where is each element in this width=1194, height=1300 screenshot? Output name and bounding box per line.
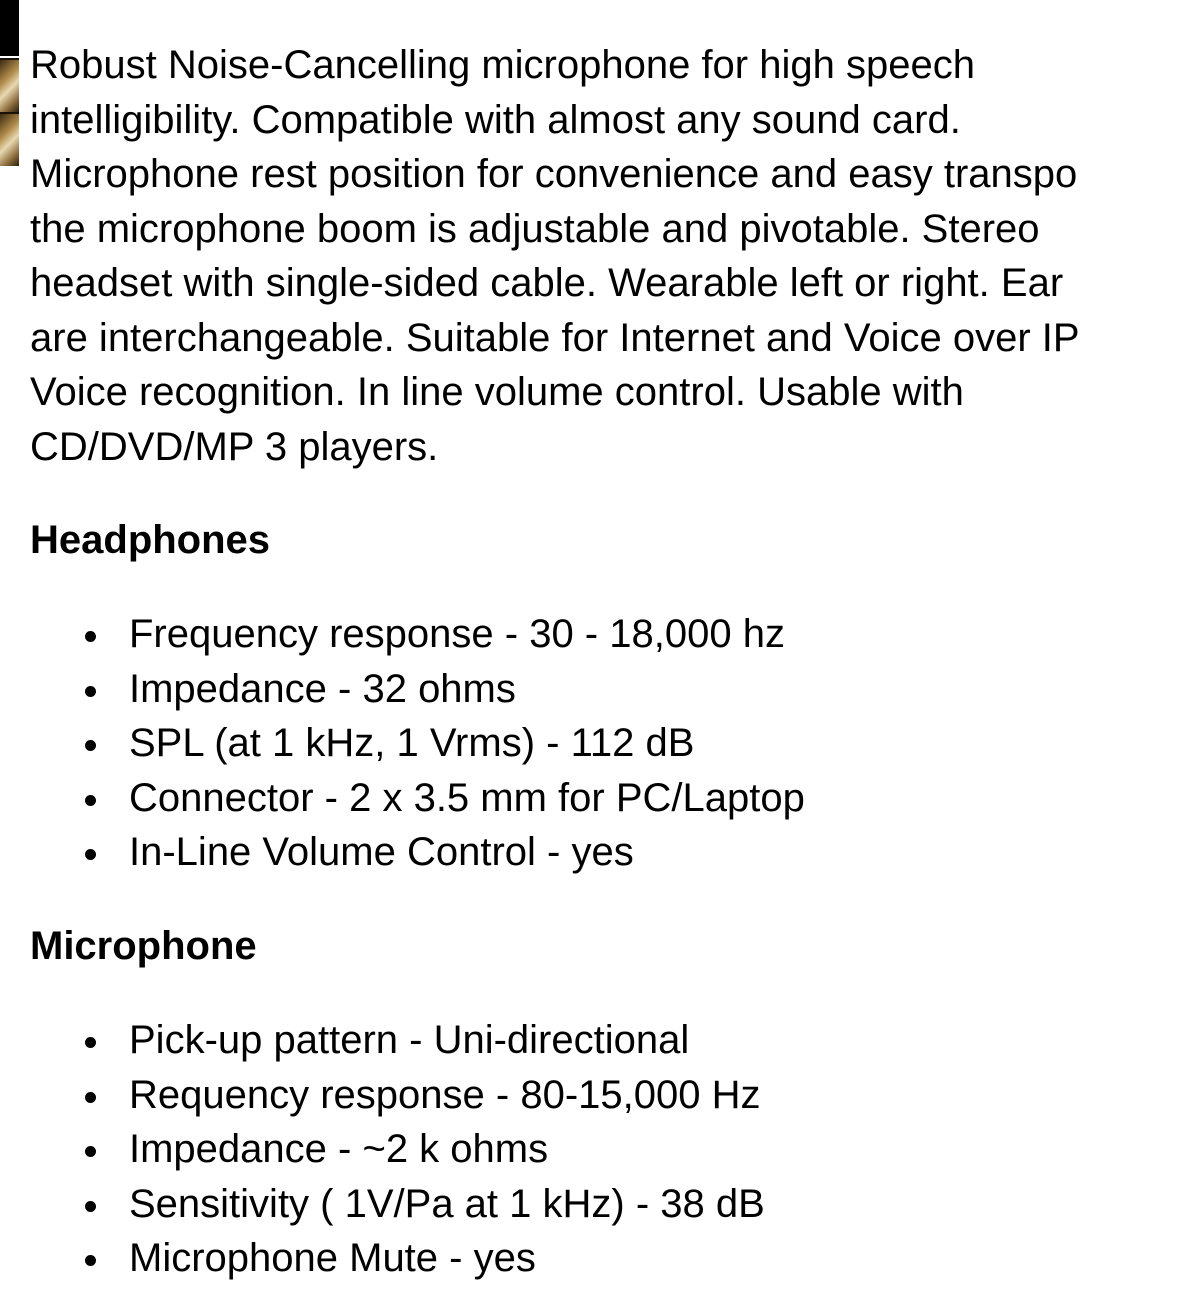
product-thumbnail[interactable]	[0, 112, 19, 166]
bullet-icon	[85, 740, 96, 751]
bullet-icon	[85, 686, 96, 697]
product-description	[30, 38, 1194, 1280]
bullet-icon	[85, 849, 96, 860]
spec-text: In-Line Volume Control - yes	[129, 830, 634, 874]
thumbnail-strip	[0, 0, 19, 168]
spec-list-item	[30, 716, 805, 771]
intro-paragraph: Robust Noise-Cancelling microphone for high speech intelligibility. Compatible with almost any sound card. Microphone rest position for convenience and easy transpo the microphone boom is adjustable and pivotable. Stereo headset with single-sided cable. Wearable left or right. Ear are interchangeable. Suitable for Internet and Voice over IP Voice recognition. In line volume control. Usable with CD/DVD/MP 3 players.	[30, 43, 1080, 469]
spec-list-item	[30, 1122, 765, 1177]
spec-text: Impedance - 32 ohms	[129, 666, 516, 711]
headphones-heading: Headphones	[30, 518, 271, 562]
spec-text: Microphone Mute - yes	[129, 1236, 536, 1280]
product-thumbnail[interactable]	[0, 58, 19, 112]
spec-text: Sensitivity ( 1V/Pa at 1 kHz) - 38 dB	[129, 1181, 765, 1226]
microphone-heading: Microphone	[30, 924, 257, 968]
spec-list-item	[30, 1231, 765, 1286]
spec-list-item	[30, 607, 805, 662]
spec-list-item	[30, 825, 805, 880]
spec-list-item	[30, 662, 805, 717]
bullet-icon	[85, 1092, 96, 1103]
thumbnail-dark-edge	[0, 0, 19, 56]
bullet-icon	[85, 1255, 96, 1266]
spec-list-item	[30, 1013, 765, 1068]
bullet-icon	[85, 1201, 96, 1212]
bullet-icon	[85, 795, 96, 806]
spec-text: Impedance - ~2 k ohms	[129, 1127, 549, 1171]
bullet-icon	[85, 1146, 96, 1157]
spec-text: Pick-up pattern - Uni-directional	[129, 1018, 690, 1062]
headphones-spec-list	[30, 607, 805, 880]
microphone-spec-list	[30, 1013, 765, 1286]
spec-list-item	[30, 1068, 765, 1123]
bullet-icon	[85, 631, 96, 642]
bullet-icon	[85, 1037, 96, 1048]
spec-text: Frequency response - 30 - 18,000 hz	[129, 612, 785, 656]
spec-text: Requency response - 80-15,000 Hz	[129, 1072, 761, 1117]
spec-list-item	[30, 1177, 765, 1232]
spec-list-item	[30, 771, 805, 826]
spec-text: SPL (at 1 kHz, 1 Vrms) - 112 dB	[129, 721, 695, 765]
spec-text: Connector - 2 x 3.5 mm for PC/Laptop	[129, 775, 805, 820]
